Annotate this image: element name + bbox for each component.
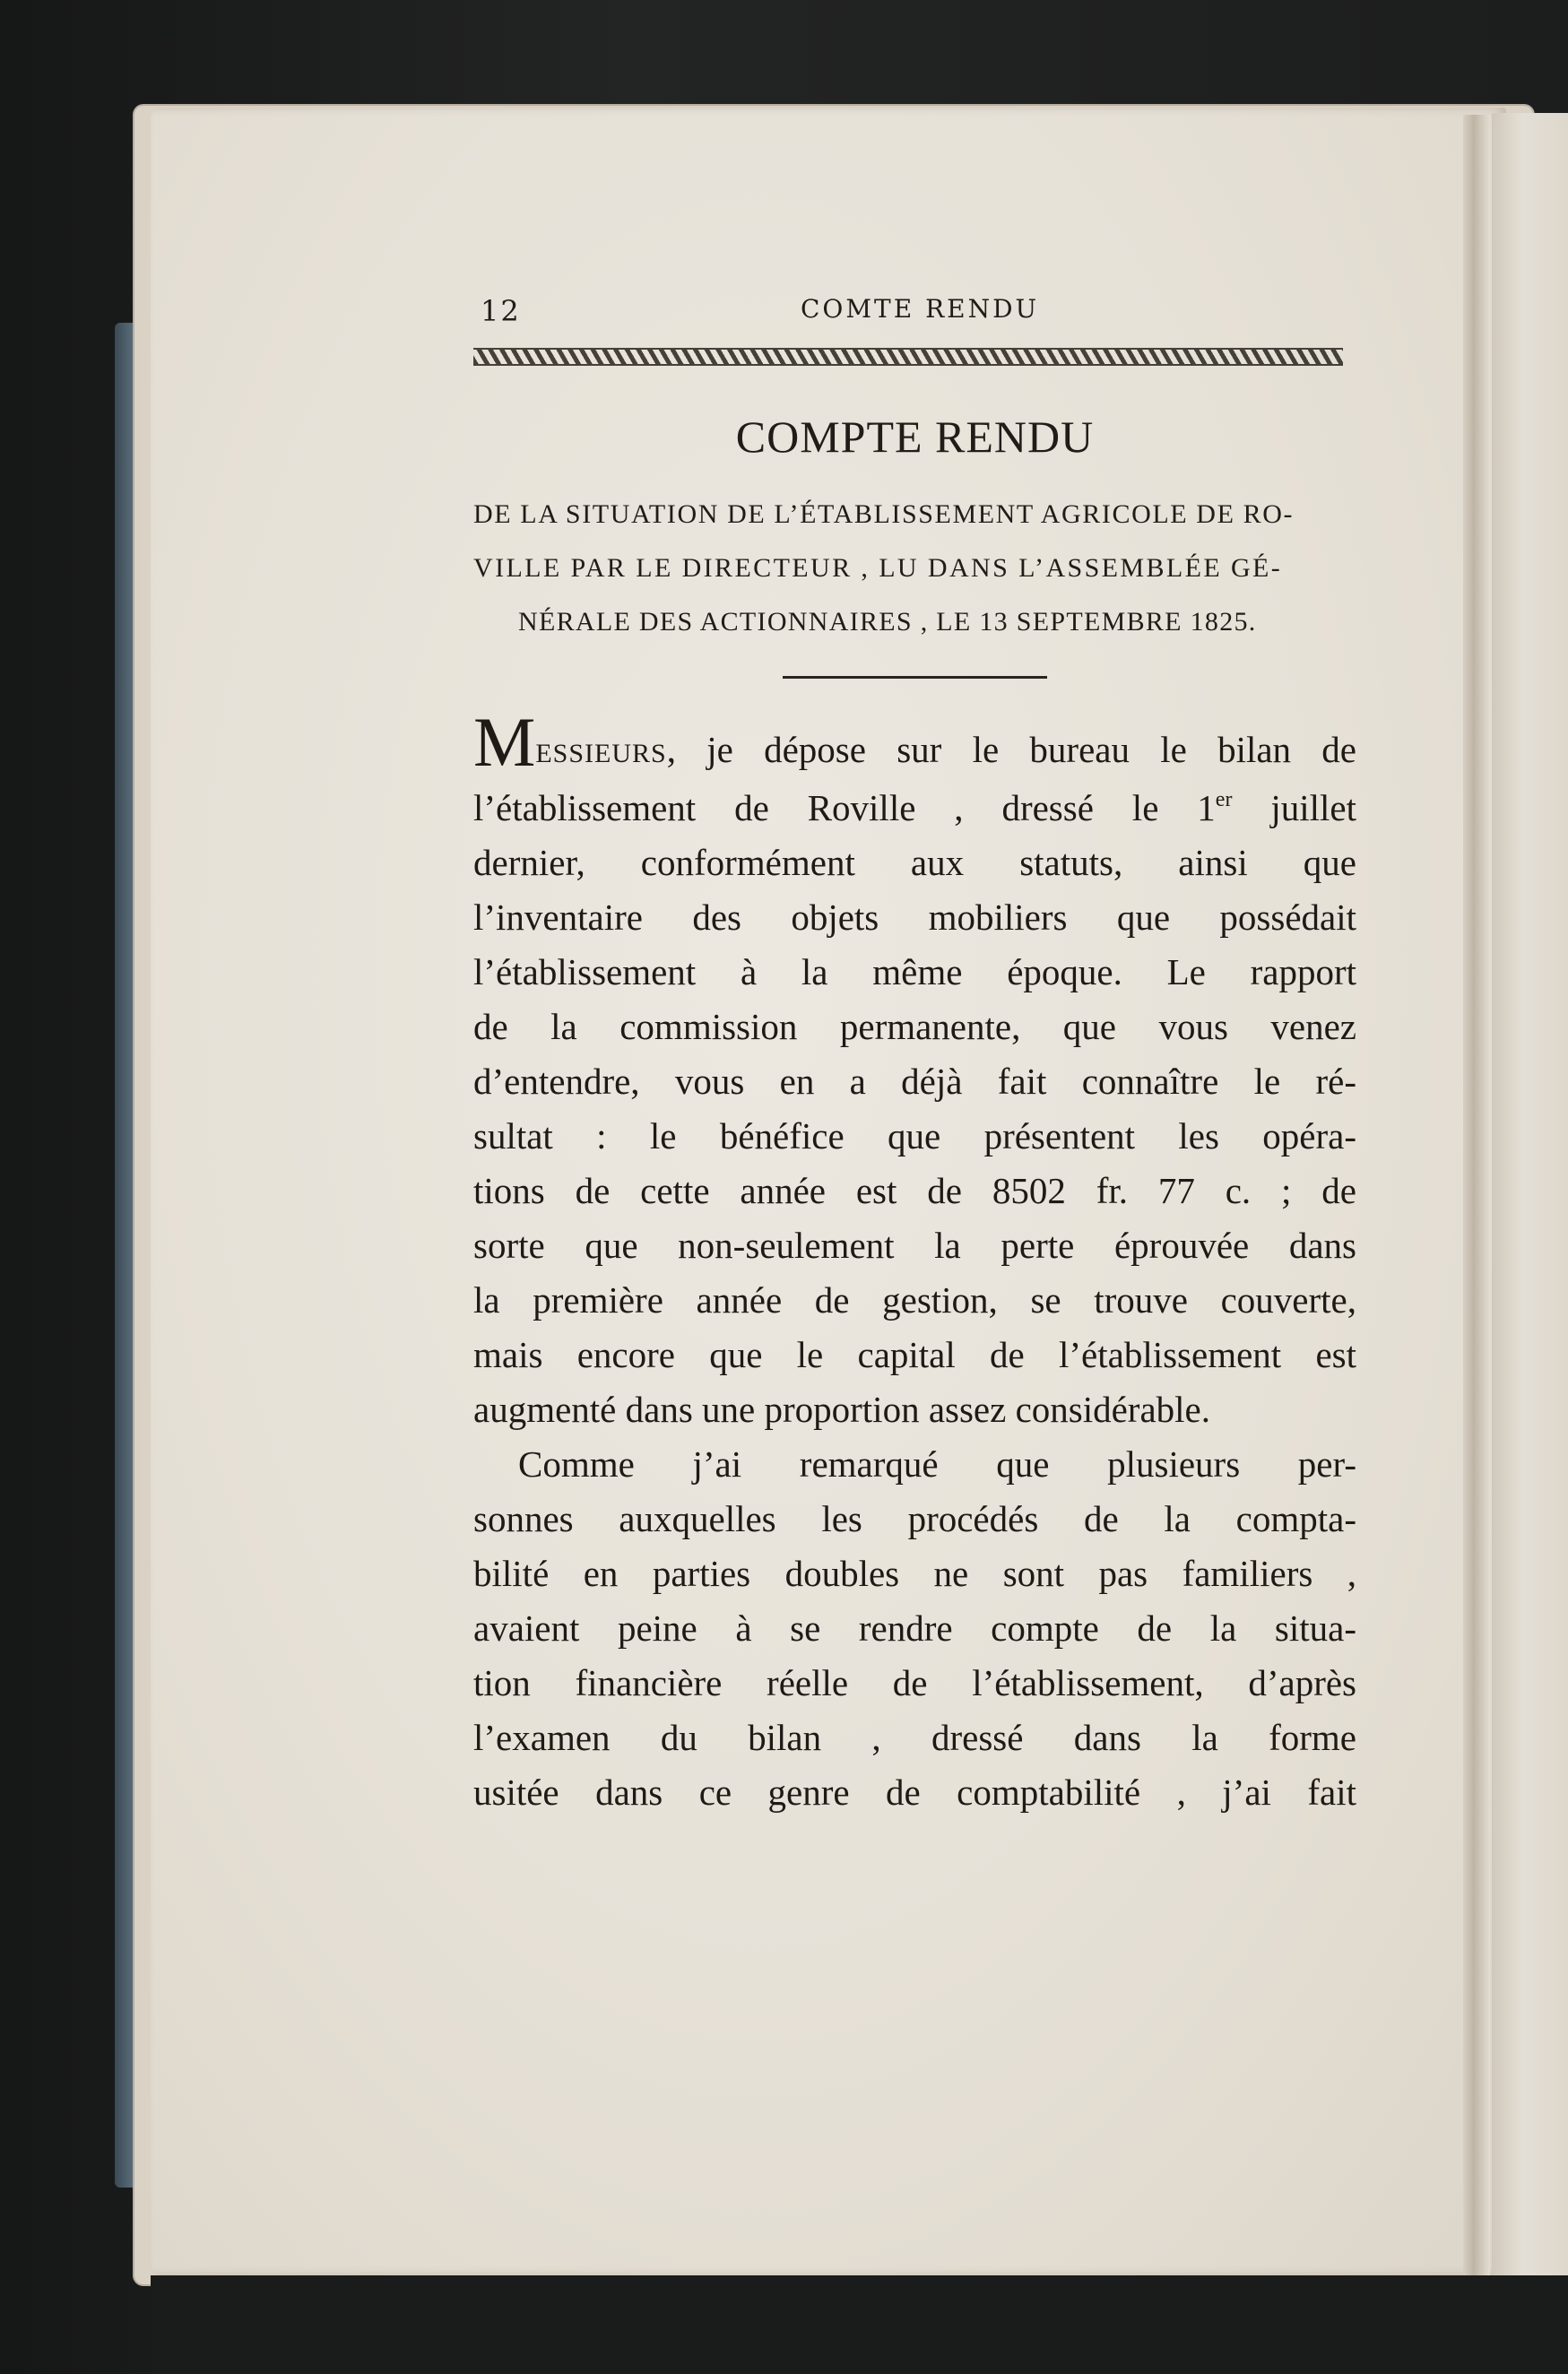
book-bottom-shadow [151, 2275, 1568, 2374]
subtitle-line: VILLE PAR LE DIRECTEUR , LU DANS L’ASSEMBLÉE GÉ- [473, 553, 1283, 583]
text-line: bilité en parties doubles ne sont pas familiers , [473, 1553, 1356, 1594]
small-caps-word: ESSIEURS [535, 739, 667, 768]
text-line: sorte que non-seulement la perte éprouvée dans [473, 1225, 1356, 1266]
text-line: l’établissement à la même époque. Le rapport [473, 951, 1356, 992]
text-line: dernier, conformément aux statuts, ainsi que [473, 842, 1356, 883]
text-line: augmenté dans une proportion assez considérable. [473, 1389, 1211, 1430]
ornamental-rule [473, 348, 1343, 366]
text-line: sonnes auxquelles les procédés de la compta- [473, 1498, 1356, 1539]
subtitle-line: DE LA SITUATION DE L’ÉTABLISSEMENT AGRICOLE DE RO- [473, 499, 1295, 529]
page-number: 12 [481, 294, 521, 328]
text-line: d’entendre, vous en a déjà fait connaître le ré- [473, 1061, 1356, 1102]
book-gutter [1463, 115, 1490, 2275]
text-line: Comme j’ai remarqué que plusieurs per- [518, 1443, 1356, 1485]
text-line: tions de cette année est de 8502 fr. 77 c. ; de [473, 1170, 1356, 1211]
text-line: usitée dans ce genre de comptabilité , j’ai fait [473, 1772, 1356, 1813]
running-title: COMTE RENDU [801, 294, 1040, 324]
text-line: mais encore que le capital de l’établissement est [473, 1334, 1356, 1375]
body-text [473, 703, 1357, 1820]
text-line [473, 703, 1356, 781]
text-line: sultat : le bénéfice que présentent les opéra- [473, 1115, 1356, 1157]
text-fragment: juillet [1232, 787, 1357, 828]
text-line: tion financière réelle de l’établissement, d’après [473, 1662, 1356, 1703]
text-line: de la commission permanente, que vous venez [473, 1006, 1356, 1047]
text-fragment: , je dépose sur le bureau le bilan de [666, 729, 1356, 770]
page-text [473, 285, 1356, 1820]
subtitle-line: NÉRALE DES ACTIONNAIRES , LE 13 SEPTEMBRE 1825. [518, 607, 1257, 637]
text-line: avaient peine à se rendre compte de la situa- [473, 1607, 1356, 1649]
superscript: er [1215, 788, 1233, 811]
text-line: la première année de gestion, se trouve couverte, [473, 1279, 1356, 1321]
section-rule [783, 676, 1047, 679]
text-line [473, 781, 1356, 836]
drop-cap: M [473, 703, 536, 781]
text-line: l’examen du bilan , dressé dans la forme [473, 1717, 1356, 1758]
running-head [473, 285, 1356, 330]
chapter-title: COMPTE RENDU [735, 412, 1095, 462]
chapter-subtitle [473, 488, 1356, 649]
next-page-edge [1492, 113, 1568, 2283]
text-fragment: l’établissement de Roville , dressé le 1 [473, 787, 1216, 828]
text-line: l’inventaire des objets mobiliers que possédait [473, 897, 1356, 938]
